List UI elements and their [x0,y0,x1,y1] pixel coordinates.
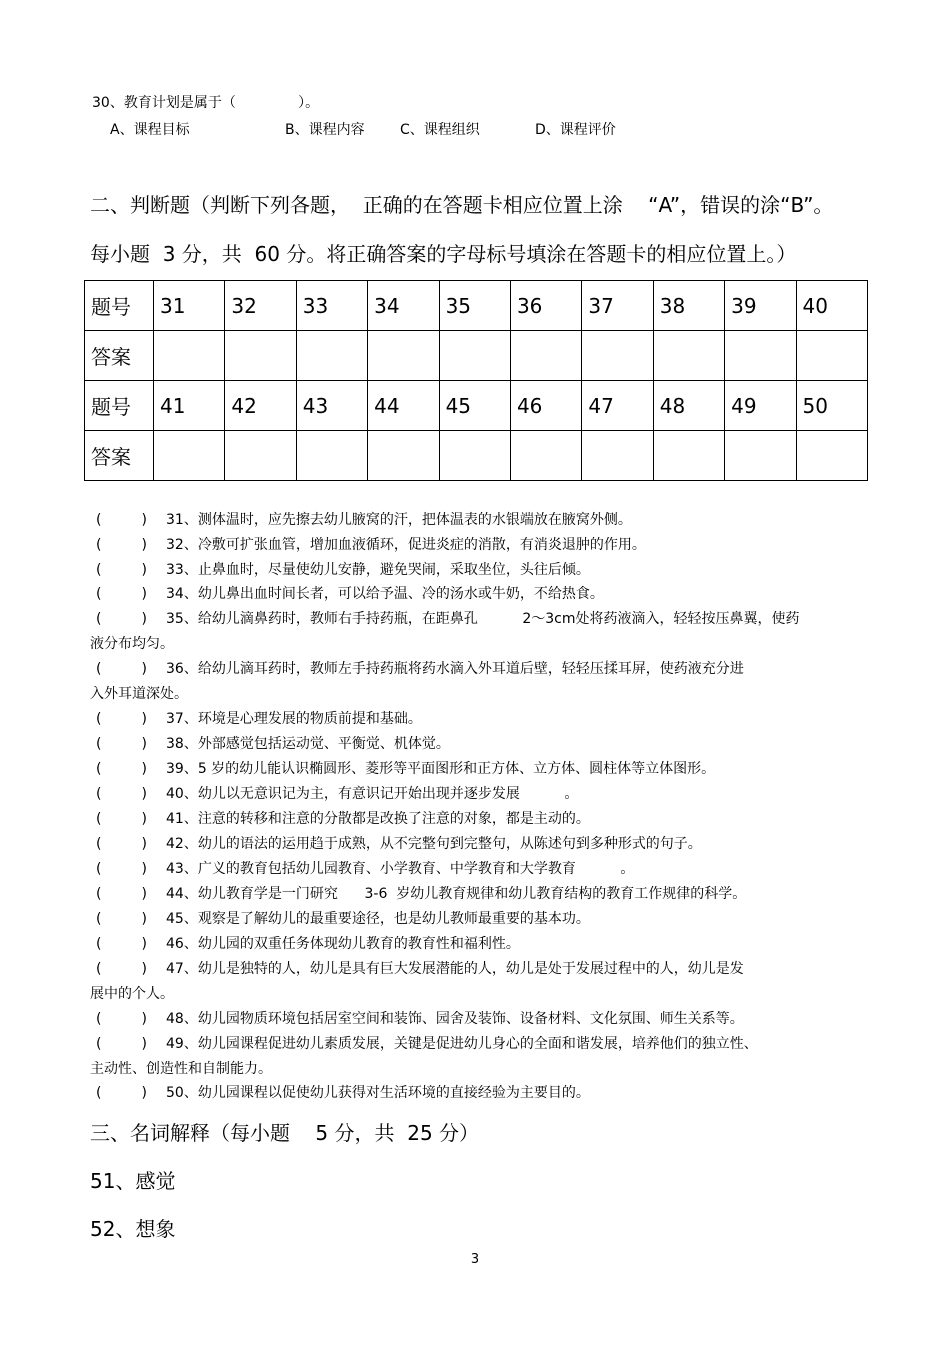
answer-cell[interactable] [582,331,653,381]
answer-cell[interactable] [725,431,796,481]
judgment-question-text: 37、环境是心理发展的物质前提和基础。 [166,711,422,727]
answer-paren[interactable]: ( ) [96,836,147,852]
question-number-cell: 42 [225,381,296,431]
question-number-cell: 36 [510,281,581,331]
question-number-cell: 31 [154,281,225,331]
judgment-question-49 [96,1035,758,1053]
question-30-stem: 30、教育计划是属于（ ）。 [92,95,320,111]
question-number-cell: 44 [368,381,439,431]
answer-paren[interactable]: ( ) [96,711,147,727]
question-number-cell: 47 [582,381,653,431]
answer-paren[interactable]: ( ) [96,911,147,927]
judgment-question-text: 41、注意的转移和注意的分散都是改换了注意的对象，都是主动的。 [166,811,590,827]
judgment-question-50 [96,1084,590,1102]
judgment-question-text: 33、止鼻血时，尽量使幼儿安静，避免哭闹，采取坐位，头往后倾。 [166,562,590,578]
answer-cell[interactable] [225,431,296,481]
judgment-question-33 [96,561,590,579]
section-3-title: 三、名词解释（每小题 5 分，共 25 分） [90,1121,480,1145]
answer-paren[interactable]: ( ) [96,537,147,553]
judgment-question-text: 45、观察是了解幼儿的最重要途径，也是幼儿教师最重要的基本功。 [166,911,590,927]
answer-cell[interactable] [368,431,439,481]
question-number-cell: 50 [796,381,867,431]
section-2-title-line-1: 二、判断题（判断下列各题， 正确的在答题卡相应位置上涂 “A”，错误的涂“B”。 [90,193,834,217]
answer-grid [84,280,868,481]
answer-grid-row-numbers-1 [85,281,868,331]
question-number-cell: 45 [439,381,510,431]
question-number-cell: 40 [796,281,867,331]
judgment-question-text: 49、幼儿园课程促进幼儿素质发展，关键是促进幼儿身心的全面和谐发展，培养他们的独立性、 [166,1036,758,1052]
answer-paren[interactable]: ( ) [96,611,147,627]
judgment-question-31 [96,511,632,529]
row-label-number: 题号 [85,381,154,431]
answer-cell[interactable] [796,431,867,481]
section-2-title-line-2: 每小题 3 分，共 60 分。将正确答案的字母标号填涂在答题卡的相应位置上。） [90,242,797,266]
row-label-answer: 答案 [85,331,154,381]
term-52: 52、想象 [90,1217,176,1241]
answer-cell[interactable] [225,331,296,381]
question-30-option-a: A、课程目标 [110,122,190,138]
judgment-question-34 [96,585,604,603]
answer-paren[interactable]: ( ) [96,512,147,528]
answer-cell[interactable] [296,431,367,481]
judgment-question-36 [96,660,744,678]
answer-paren[interactable]: ( ) [96,936,147,952]
judgment-question-46 [96,935,520,953]
judgment-question-43 [96,860,634,878]
row-label-answer: 答案 [85,431,154,481]
judgment-question-35-continuation: 液分布均匀。 [90,636,174,652]
judgment-question-39 [96,760,715,778]
judgment-question-text: 43、广义的教育包括幼儿园教育、小学教育、中学教育和大学教育 。 [166,861,635,877]
question-number-cell: 43 [296,381,367,431]
answer-cell[interactable] [582,431,653,481]
judgment-question-text: 34、幼儿鼻出血时间长者，可以给予温、冷的汤水或牛奶，不给热食。 [166,586,604,602]
question-30-option-d: D、课程评价 [535,122,616,138]
judgment-question-38 [96,735,450,753]
question-number-cell: 41 [154,381,225,431]
judgment-question-41 [96,810,590,828]
judgment-question-text: 39、5 岁的幼儿能认识椭圆形、菱形等平面图形和正方体、立方体、圆柱体等立体图形。 [166,761,716,777]
answer-grid-row-answers-2 [85,431,868,481]
judgment-question-44 [96,885,746,903]
judgment-question-47-continuation: 展中的个人。 [90,986,174,1002]
question-number-cell: 33 [296,281,367,331]
judgment-question-47 [96,960,744,978]
answer-paren[interactable]: ( ) [96,861,147,877]
judgment-question-text: 31、测体温时，应先擦去幼儿腋窝的汗，把体温表的水银端放在腋窝外侧。 [166,512,632,528]
answer-paren[interactable]: ( ) [96,961,147,977]
judgment-question-42 [96,835,702,853]
page-number: 3 [470,1252,480,1267]
answer-paren[interactable]: ( ) [96,886,147,902]
judgment-question-35 [96,610,799,628]
answer-paren[interactable]: ( ) [96,661,147,677]
judgment-question-text: 44、幼儿教育学是一门研究 3-6 岁幼儿教育规律和幼儿教育结构的教育工作规律的科学。 [166,886,747,902]
judgment-question-text: 46、幼儿园的双重任务体现幼儿教育的教育性和福利性。 [166,936,520,952]
question-30-option-b: B、课程内容 [285,122,365,138]
answer-paren[interactable]: ( ) [96,761,147,777]
answer-cell[interactable] [510,331,581,381]
question-number-cell: 32 [225,281,296,331]
answer-cell[interactable] [439,431,510,481]
row-label-number: 题号 [85,281,154,331]
judgment-question-text: 32、冷敷可扩张血管，增加血液循环，促进炎症的消散，有消炎退肿的作用。 [166,537,646,553]
judgment-question-text: 35、给幼儿滴鼻药时，教师右手持药瓶，在距鼻孔 2～3cm处将药液滴入，轻轻按压鼻翼，使药 [166,611,800,627]
answer-paren[interactable]: ( ) [96,786,147,802]
judgment-question-48 [96,1010,744,1028]
answer-cell[interactable] [653,431,724,481]
judgment-question-text: 42、幼儿的语法的运用趋于成熟，从不完整句到完整句，从陈述句到多种形式的句子。 [166,836,702,852]
answer-paren[interactable]: ( ) [96,736,147,752]
answer-grid-row-answers-1 [85,331,868,381]
answer-cell[interactable] [439,331,510,381]
answer-paren[interactable]: ( ) [96,586,147,602]
judgment-question-40 [96,785,578,803]
question-number-cell: 34 [368,281,439,331]
answer-cell[interactable] [154,331,225,381]
judgment-question-32 [96,536,646,554]
answer-paren[interactable]: ( ) [96,1085,147,1101]
judgment-question-37 [96,710,422,728]
question-30-option-c: C、课程组织 [400,122,480,138]
question-number-cell: 35 [439,281,510,331]
judgment-question-text: 50、幼儿园课程以促使幼儿获得对生活环境的直接经验为主要目的。 [166,1085,590,1101]
term-51: 51、感觉 [90,1169,176,1193]
judgment-question-text: 47、幼儿是独特的人，幼儿是具有巨大发展潜能的人，幼儿是处于发展过程中的人，幼儿是发 [166,961,744,977]
answer-cell[interactable] [296,331,367,381]
judgment-question-text: 40、幼儿以无意识记为主，有意识记开始出现并逐步发展 。 [166,786,579,802]
answer-paren[interactable]: ( ) [96,1011,147,1027]
question-number-cell: 37 [582,281,653,331]
answer-cell[interactable] [368,331,439,381]
judgment-question-36-continuation: 入外耳道深处。 [90,686,188,702]
judgment-question-45 [96,910,590,928]
answer-cell[interactable] [653,331,724,381]
judgment-question-text: 36、给幼儿滴耳药时，教师左手持药瓶将药水滴入外耳道后壁，轻轻压揉耳屏，使药液充分进 [166,661,744,677]
answer-cell[interactable] [725,331,796,381]
question-number-cell: 49 [725,381,796,431]
answer-paren[interactable]: ( ) [96,562,147,578]
question-number-cell: 48 [653,381,724,431]
question-number-cell: 38 [653,281,724,331]
answer-paren[interactable]: ( ) [96,1036,147,1052]
question-number-cell: 46 [510,381,581,431]
judgment-question-text: 48、幼儿园物质环境包括居室空间和装饰、园舍及装饰、设备材料、文化氛围、师生关系等。 [166,1011,744,1027]
answer-cell[interactable] [510,431,581,481]
judgment-question-49-continuation: 主动性、创造性和自制能力。 [90,1061,272,1077]
answer-paren[interactable]: ( ) [96,811,147,827]
answer-cell[interactable] [796,331,867,381]
question-number-cell: 39 [725,281,796,331]
answer-grid-row-numbers-2 [85,381,868,431]
judgment-question-text: 38、外部感觉包括运动觉、平衡觉、机体觉。 [166,736,450,752]
answer-cell[interactable] [154,431,225,481]
